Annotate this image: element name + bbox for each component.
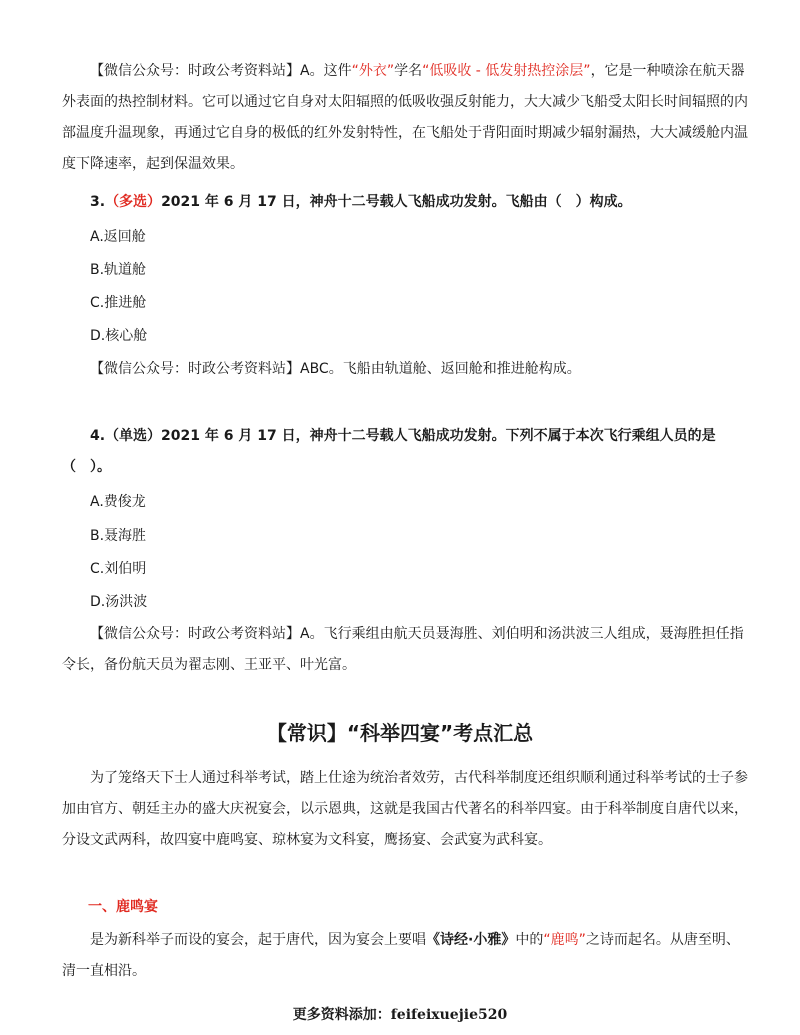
q3-option-a: A.返回舱: [90, 229, 146, 245]
q3-option-c: C.推进舱: [90, 295, 147, 311]
subsection-title: 一、鹿鸣宴: [88, 899, 158, 915]
q4-answer: 【微信公众号：时政公考资料站】A。飞行乘组由航天员聂海胜、刘伯明和汤洪波三人组成，聂海胜担任指令长，备份航天员为翟志刚、王亚平、叶光富。: [62, 626, 744, 673]
question-3: 3.（多选）2021 年 6 月 17 日，神舟十二号载人飞船成功发射。飞船由（ ）构成。: [90, 194, 632, 210]
section-title: 【常识】“科举四宴”考点汇总: [266, 721, 534, 745]
footer-contact: 更多资料添加：feifeixuejie520: [292, 1007, 508, 1023]
book-title: 《诗经·小雅》: [426, 932, 516, 948]
q3-answer: 【微信公众号：时政公考资料站】ABC。飞船由轨道舱、返回舱和推进舱构成。: [90, 361, 581, 377]
highlight-coating-name: “低吸收 - 低发射热控涂层”: [422, 63, 591, 79]
answer-prefix: 【微信公众号：时政公考资料站】A。这件: [90, 63, 352, 79]
q4-option-a: A.费俊龙: [90, 494, 146, 510]
highlight-luming: “鹿鸣”: [543, 932, 586, 948]
q4-option-d: D.汤洪波: [90, 594, 148, 610]
section-intro: 为了笼络天下士人通过科举考试，踏上仕途为统治者效劳，古代科举制度还组织顺利通过科举考试的士子参加由官方、朝廷主办的盛大庆祝宴会，以示恩典，这就是我国古代著名的科举四宴。由于科举制度自唐代以来，分设文武两科，故四宴中鹿鸣宴、琼林宴为文科宴，鹰扬宴、会武宴为武科宴。: [62, 770, 748, 848]
q4-option-c: C.刘伯明: [90, 561, 147, 577]
answer-text: ，它是一种喷涂在航天器外表面的热控制材料。它可以通过它自身对太阳辐照的低吸收强反射能力，大大减少飞船受太阳长时间辐照的内部温度升温现象，再通过它自身的极低的红外发射特性，在飞船处于背阳面时期减少辐射漏热，大大减缓舱内温度下降速率，起到保温效果。: [62, 63, 748, 172]
answer-paragraph-q2: [62, 56, 752, 180]
q3-option-d: D.核心舱: [90, 328, 148, 344]
subsection-paragraph: 是为新科举子而设的宴会，起于唐代，因为宴会上要唱《诗经·小雅》中的“鹿鸣”之诗而起名。从唐至明、清一直相沿。: [62, 932, 740, 979]
q3-option-b: B.轨道舱: [90, 262, 147, 278]
question-type-badge: （多选）: [105, 194, 162, 210]
highlight-outer-coat: “外衣”: [351, 63, 395, 79]
q4-option-b: B.聂海胜: [90, 528, 147, 544]
answer-text: 学名: [394, 63, 423, 79]
question-4: 4.（单选）2021 年 6 月 17 日，神舟十二号载人飞船成功发射。下列不属于本次飞行乘组人员的是（ ）。: [62, 428, 716, 475]
